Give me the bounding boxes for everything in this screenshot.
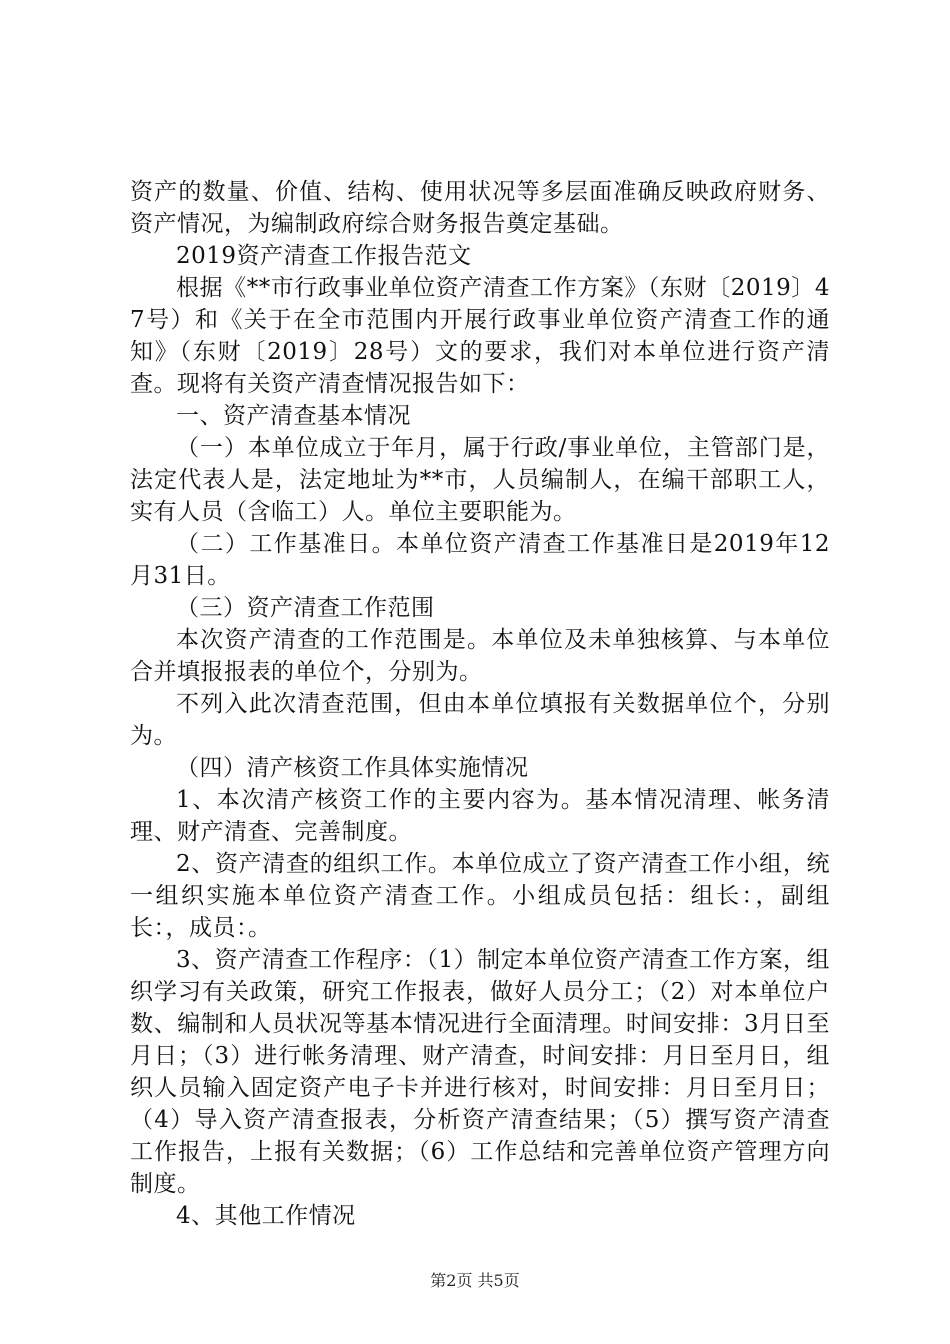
section-heading-1: 一、资产清查基本情况 [176, 403, 411, 429]
paragraph-main-content: 1、本次清产核资工作的主要内容为。基本情况清理、帐务清理、财产清查、完善制度。 [130, 787, 830, 845]
subheading-implementation: （四）清产核资工作具体实施情况 [176, 755, 529, 781]
paragraph-other-work: 4、其他工作情况 [176, 1203, 356, 1229]
paragraph-organization: 2、资产清查的组织工作。本单位成立了资产清查工作小组，统一组织实施本单位资产清查工作。小组成员包括：组长：，副组长：，成员：。 [130, 851, 830, 941]
document-title: 2019资产清查工作报告范文 [176, 243, 472, 269]
subheading-scope: （三）资产清查工作范围 [176, 595, 435, 621]
paragraph-unit-info: （一）本单位成立于年月，属于行政/事业单位，主管部门是，法定代表人是，法定地址为**市，人员编制人，在编干部职工人，实有人员（含临工）人。单位主要职能为。 [130, 435, 830, 525]
paragraph-base-date: （二）工作基准日。本单位资产清查工作基准日是2019年12月31日。 [130, 531, 830, 589]
document-body [130, 176, 830, 1232]
paragraph-basis: 根据《**市行政事业单位资产清查工作方案》（东财〔2019〕47号）和《关于在全市范围内开展行政事业单位资产清查工作的通知》（东财〔2019〕28号）文的要求，我们对本单位进行资产清查。现将有关资产清查情况报告如下： [130, 275, 830, 397]
page-number: 第2页 共5页 [430, 1271, 520, 1290]
paragraph-scope: 本次资产清查的工作范围是。本单位及未单独核算、与本单位合并填报报表的单位个，分别为。 [130, 627, 830, 685]
paragraph-intro-continued: 资产的数量、价值、结构、使用状况等多层面准确反映政府财务、资产情况，为编制政府综合财务报告奠定基础。 [130, 179, 830, 237]
paragraph-excluded: 不列入此次清查范围，但由本单位填报有关数据单位个，分别为。 [130, 691, 830, 749]
paragraph-procedure: 3、资产清查工作程序：（1）制定本单位资产清查工作方案，组织学习有关政策，研究工作报表，做好人员分工；（2）对本单位户数、编制和人员状况等基本情况进行全面清理。时间安排：3月日至月日；（3）进行帐务清理、财产清查，时间安排：月日至月日，组织人员输入固定资产电子卡并进行核对，时间安排：月日至月日；（4）导入资产清查报表，分析资产清查结果；（5）撰写资产清查工作报告，上报有关数据；（6）工作总结和完善单位资产管理方向制度。 [130, 947, 830, 1197]
